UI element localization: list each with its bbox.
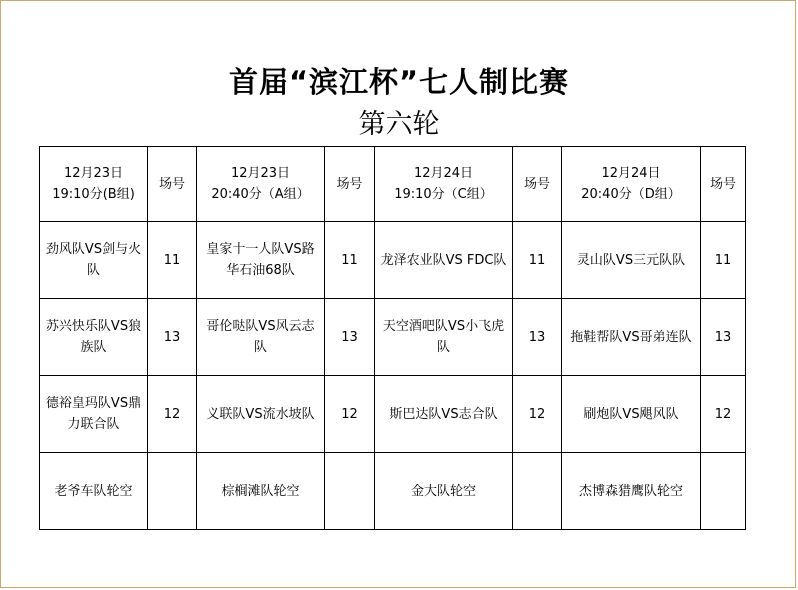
match-cell: 苏兴快乐队VS狼族队 <box>40 299 148 376</box>
bye-cell: 棕榈滩队轮空 <box>197 453 325 530</box>
field-number-cell: 11 <box>148 222 197 299</box>
field-number-cell: 11 <box>325 222 375 299</box>
page-title: 首届“滨江杯”七人制比赛 <box>228 65 570 99</box>
header-time-group: 19:10分（C组） <box>394 187 493 202</box>
match-cell: 刷炮队VS飓风队 <box>562 376 701 453</box>
bye-cell: 杰博森猎鹰队轮空 <box>562 453 701 530</box>
match-cell: 劲风队VS剑与火队 <box>40 222 148 299</box>
bye-cell: 老爷车队轮空 <box>40 453 148 530</box>
round-subtitle: 第六轮 <box>358 109 440 140</box>
match-cell: 龙泽农业队VS FDC队 <box>375 222 513 299</box>
table-row <box>40 376 746 453</box>
field-number-cell <box>513 453 562 530</box>
field-number-cell: 12 <box>513 376 562 453</box>
column-header-field: 场号 <box>325 147 375 222</box>
schedule-table <box>39 146 746 530</box>
match-cell: 灵山队VS三元队队 <box>562 222 701 299</box>
match-cell: 拖鞋帮队VS哥弟连队 <box>562 299 701 376</box>
table-row <box>40 453 746 530</box>
field-number-cell <box>701 453 746 530</box>
field-number-cell: 12 <box>148 376 197 453</box>
field-number-cell: 11 <box>513 222 562 299</box>
match-cell: 德裕皇玛队VS鼎力联合队 <box>40 376 148 453</box>
field-number-cell: 13 <box>325 299 375 376</box>
field-number-cell: 13 <box>148 299 197 376</box>
match-cell: 皇家十一人队VS路华石油68队 <box>197 222 325 299</box>
column-header-time <box>562 147 701 222</box>
header-time-group: 20:40分（A组） <box>211 187 310 202</box>
match-cell: 天空酒吧队VS小飞虎队 <box>375 299 513 376</box>
column-header-field: 场号 <box>513 147 562 222</box>
match-cell: 斯巴达队VS志合队 <box>375 376 513 453</box>
bye-cell: 金大队轮空 <box>375 453 513 530</box>
column-header-time <box>40 147 148 222</box>
header-date: 12月23日 <box>63 166 124 181</box>
field-number-cell <box>325 453 375 530</box>
field-number-cell: 12 <box>701 376 746 453</box>
header-date: 12月24日 <box>601 166 661 181</box>
header-date: 12月24日 <box>413 166 474 181</box>
header-row <box>40 147 746 222</box>
field-number-cell <box>148 453 197 530</box>
table-row <box>40 299 746 376</box>
match-cell: 义联队VS流水坡队 <box>197 376 325 453</box>
field-number-cell: 11 <box>701 222 746 299</box>
field-number-cell: 12 <box>325 376 375 453</box>
field-number-cell: 13 <box>701 299 746 376</box>
header-time-group: 19:10分(B组) <box>52 187 135 202</box>
header-date: 12月23日 <box>230 166 291 181</box>
match-cell: 哥伦哒队VS风云志队 <box>197 299 325 376</box>
column-header-time <box>197 147 325 222</box>
table-row <box>40 222 746 299</box>
column-header-field: 场号 <box>148 147 197 222</box>
column-header-time <box>375 147 513 222</box>
column-header-field: 场号 <box>701 147 746 222</box>
field-number-cell: 13 <box>513 299 562 376</box>
header-time-group: 20:40分（D组） <box>581 187 681 202</box>
